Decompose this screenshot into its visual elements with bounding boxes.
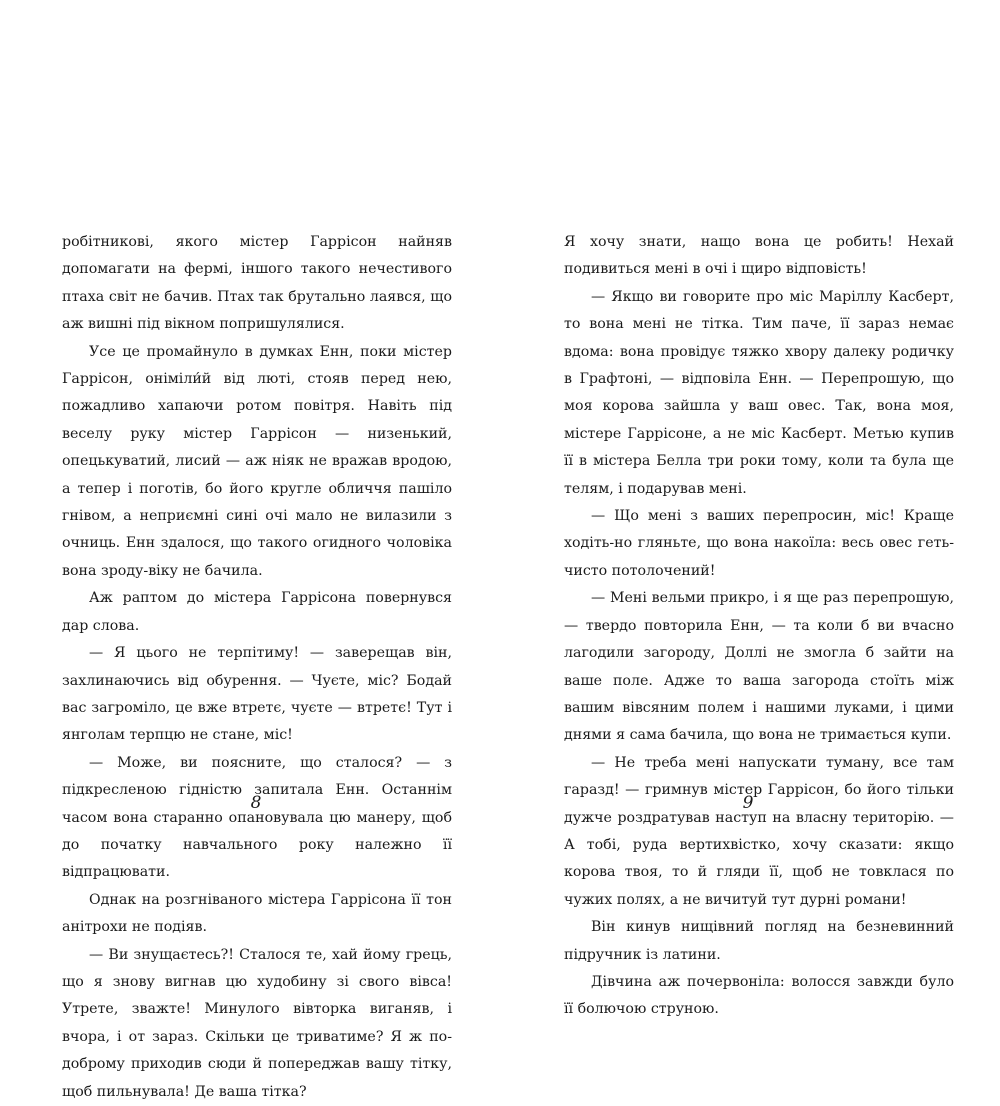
paragraph: Аж раптом до містера Гаррісона повернувся дар слова.	[62, 590, 452, 634]
paragraph: Я хочу знати, нащо вона це робить! Нехай подивиться мені в очі і щиро відповість!	[564, 234, 954, 278]
paragraph: Дівчина аж почервоніла: волосся завжди було її болючою струною.	[564, 973, 954, 1018]
paragraph: — Якщо ви говорите про міс Маріллу Касберт, то вона мені не тітка. Тим паче, її зараз немає вдома: вона провідує тяжко хвору далеку родичку в Графтоні, — відповіла Енн. — Перепрошую, що моя корова зайшла у ваш овес. Так, вона моя, містере Гаррісоне, а не міс Касберт. Метью купив її в містера Белла три роки тому, коли та була ще телям, і подарував мені.	[564, 288, 954, 497]
paragraph: — Може, ви поясните, що сталося? — з підкресленою гідністю запитала Енн. Останнім часом вона старанно опановувала цю манеру, щоб до початку навчального року належно її відпрацювати.	[62, 754, 452, 881]
paragraph: — Мені вельми прикро, і я ще раз перепрошую, — твердо повторила Енн, — та коли б ви вчасно лагодили загороду, Доллі не змогла б зайти на ваше поле. Адже то ваша загорода стоїть між вашим вівсяним полем і нашими луками, і цими днями я сама бачила, що вона не тримається купи.	[564, 590, 954, 744]
left-page-number: 8	[250, 793, 262, 813]
paragraph: — Я цього не терпітиму! — заверещав він, захлинаючись від обурення. — Чуєте, міс? Бодай вас загроміло, це вже втретє, чуєте — втретє! Тут і янголам терпцю не стане, міс!	[62, 645, 452, 744]
paragraph: Усе це промайнуло в думках Енн, поки містер Гаррісон, оніміли́й від люті, стояв перед нею, пожадливо хапаючи ротом повітря. Навіть під веселу руку містер Гаррісон — низенький, опецькуватий, лисий — аж ніяк не вражав вродою, а тепер і поготів, бо його кругле обличчя пашіло гнівом, а неприємні сині очі мало не вилазили з очниць. Енн здалося, що такого огидного чоловіка вона зроду-віку не бачила.	[62, 343, 452, 579]
paragraph: Однак на розгніваного містера Гаррісона її тон анітрохи не подіяв.	[62, 891, 452, 936]
left-page-text	[62, 229, 452, 1106]
paragraph: робітникові, якого містер Гаррісон найняв допомагати на фермі, іншого такого нечестивого птаха світ не бачив. Птах так брутально лаявся, що аж вишні під вікном попришулялися.	[62, 234, 452, 333]
right-page-number: 9	[742, 793, 754, 813]
paragraph: — Не треба мені напускати туману, все там гаразд! — гримнув містер Гаррісон, бо його тільки дужче роздратував наступ на власну територію. — А тобі, руда вертихвістко, хочу сказати: якщо корова твоя, то й гляди її, щоб не товклася по чужих полях, а не вичитуй тут дурні романи!	[564, 754, 954, 908]
paragraph: — Що мені з ваших перепросин, міс! Краще ходіть-но гляньте, що вона накоїла: весь овес геть-чисто потолочений!	[564, 508, 954, 579]
right-page-text	[564, 229, 954, 1024]
paragraph: Він кинув нищівний погляд на безневинний підручник із латини.	[564, 919, 954, 963]
paragraph: — Ви знущаєтесь?! Сталося те, хай йому грець, що я знову вигнав цю худобину зі свого вівса! Утрете, зважте! Минулого вівторка виганяв, і вчора, і от зараз. Скільки це триватиме? Я ж по-доброму приходив сюди й попереджав вашу тітку, щоб пильнувала! Де ваша тітка?	[62, 946, 452, 1100]
